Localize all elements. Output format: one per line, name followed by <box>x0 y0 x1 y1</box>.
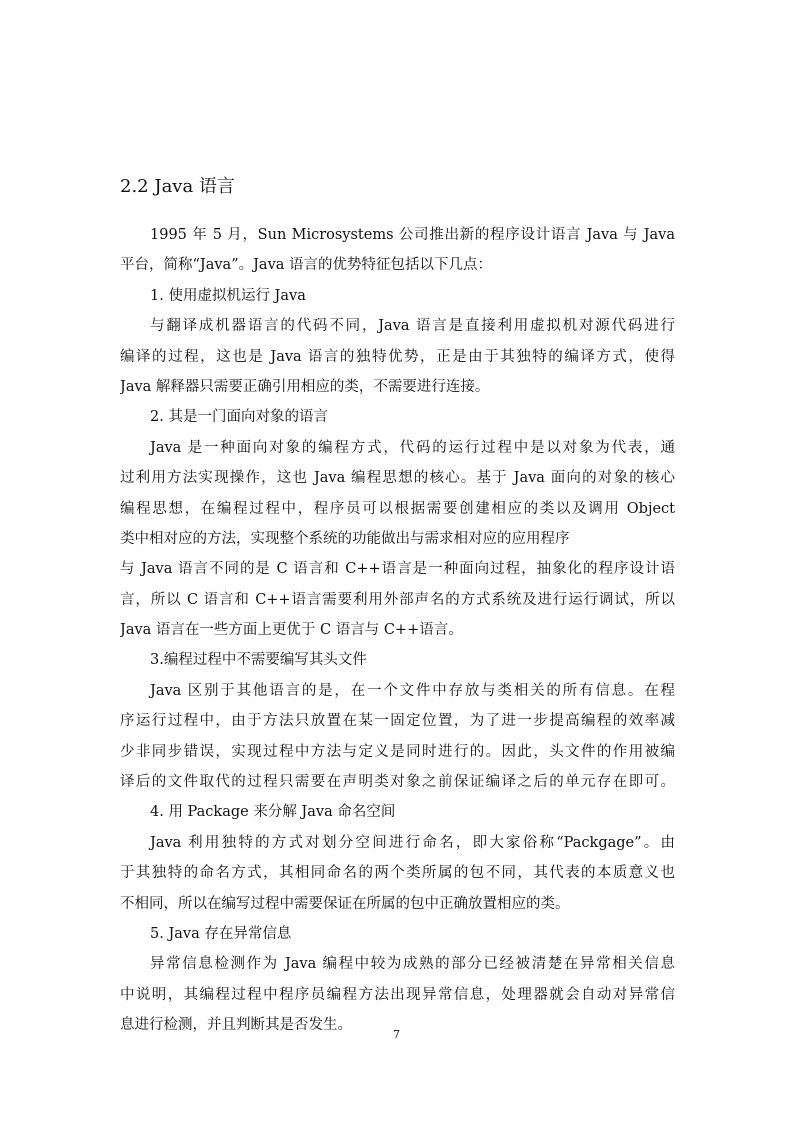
list-heading: 4. 用 Package 来分解 Java 命名空间 <box>150 804 396 821</box>
text-line: 少非同步错误，实现过程中方法与定义是同时进行的。因此，头文件的作用被编 <box>120 743 675 760</box>
list-heading: 5. Java 存在异常信息 <box>150 925 292 942</box>
text-line: 于其独特的命名方式，其相同命名的两个类所属的包不同，其代表的本质意义也 <box>120 865 675 882</box>
list-heading: 1. 使用虚拟机运行 Java <box>150 287 306 304</box>
text-line: 编程思想，在编程过程中，程序员可以根据需要创建相应的类以及调用 Object <box>120 500 675 517</box>
text-line: Java 区别于其他语言的是，在一个文件中存放与类相关的所有信息。在程 <box>150 682 675 699</box>
list-heading: 3.编程过程中不需要编写其头文件 <box>150 652 367 669</box>
section-heading: 2.2 Java 语言 <box>120 176 235 197</box>
text-line: 与翻译成机器语言的代码不同，Java 语言是直接利用虚拟机对源代码进行 <box>150 318 675 335</box>
text-line: 序运行过程中，由于方法只放置在某一固定位置，为了进一步提高编程的效率减 <box>120 713 675 730</box>
body-text <box>120 220 675 1041</box>
text-line: 译后的文件取代的过程只需要在声明类对象之前保证编译之后的单元存在即可。 <box>120 774 675 791</box>
text-line: 1995 年 5 月，Sun Microsystems 公司推出新的程序设计语言 Java 与 Java <box>150 227 675 243</box>
text-line: 息进行检测，并且判断其是否发生。 <box>120 1017 352 1034</box>
text-line: Java 是一种面向对象的编程方式，代码的运行过程中是以对象为代表，通 <box>150 439 675 456</box>
list-heading: 2. 其是一门面向对象的语言 <box>150 409 328 426</box>
text-line: Java 利用独特的方式对划分空间进行命名，即大家俗称“Packgage”。由 <box>150 834 675 851</box>
text-line: 编译的过程，这也是 Java 语言的独特优势，正是由于其独特的编译方式，使得 <box>120 348 675 365</box>
text-line: 类中相对应的方法，实现整个系统的功能做出与需求相对应的应用程序 <box>120 530 570 547</box>
text-line: 异常信息检测作为 Java 编程中较为成熟的部分已经被清楚在异常相关信息 <box>150 956 675 973</box>
page-number: 7 <box>393 1028 400 1041</box>
text-line: 中说明，其编程过程中程序员编程方法出现异常信息，处理器就会自动对异常信 <box>120 986 675 1003</box>
text-line: 言，所以 C 语言和 C++语言需要利用外部声名的方式系统及进行运行调试，所以 <box>120 591 675 608</box>
text-line: Java 解释器只需要正确引用相应的类，不需要进行连接。 <box>120 378 490 395</box>
text-line: 过利用方法实现操作，这也 Java 编程思想的核心。基于 Java 面向的对象的核心 <box>120 470 675 487</box>
text-line: 不相同，所以在编写过程中需要保证在所属的包中正确放置相应的类。 <box>120 895 570 912</box>
text-line: Java 语言在一些方面上更优于 C 语言与 C++语言。 <box>120 622 463 639</box>
text-line: 平台，简称“Java”。Java 语言的优势特征包括以下几点： <box>120 257 493 274</box>
text-line: 与 Java 语言不同的是 C 语言和 C++语言是一种面向过程，抽象化的程序设计语 <box>120 561 675 578</box>
